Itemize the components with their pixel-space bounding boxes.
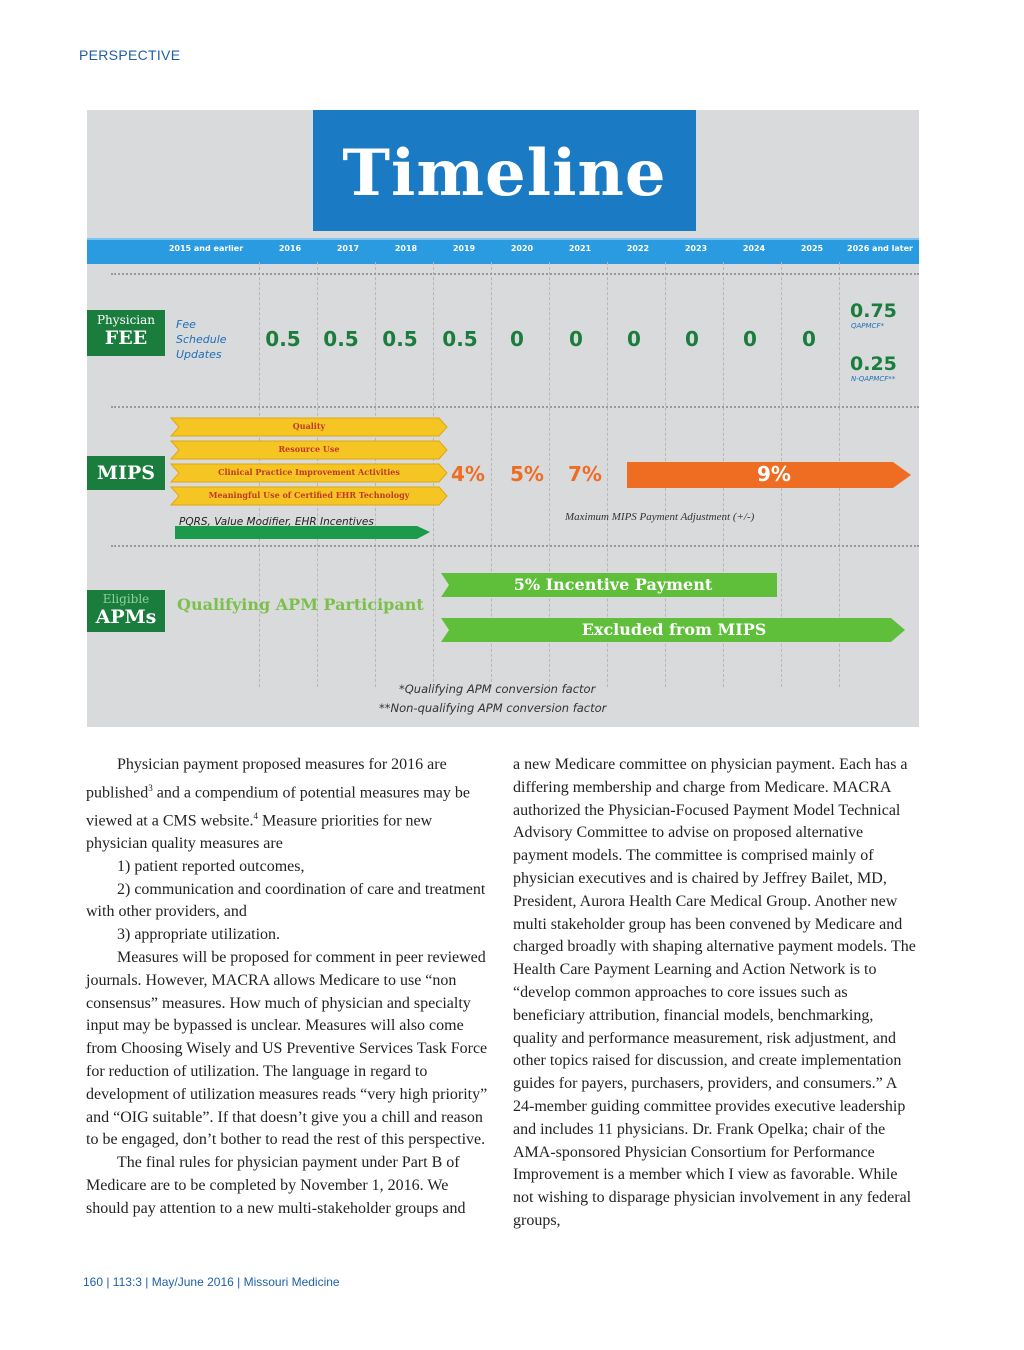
text-run: Physician payment proposed measures for 2016 are published — [86, 756, 447, 802]
footnote-ref: 4 — [253, 810, 259, 821]
fee-value: 0.5 — [442, 327, 478, 351]
year-label: 2018 — [394, 244, 418, 253]
legacy-programs-label: PQRS, Value Modifier, EHR Incentives — [179, 516, 374, 528]
mips-arrow-label — [171, 465, 447, 482]
fee-value: 0 — [510, 327, 524, 351]
mips-max-caption: Maximum MIPS Payment Adjustment (+/-) — [565, 511, 755, 523]
list-item: 2) communication and coordination of care and treatment with other providers, and — [86, 880, 486, 921]
section-label: PERSPECTIVE — [79, 47, 181, 63]
year-label: 2016 — [278, 244, 302, 253]
year-label: 2022 — [626, 244, 650, 253]
fee-value: 0.5 — [323, 327, 359, 351]
mips-percentage: 4% — [451, 462, 485, 486]
year-label: 2017 — [336, 244, 360, 253]
paragraph: Measures will be proposed for comment in peer reviewed journals. However, MACRA allows Medicare to use “non consensus” measures. How much of physician and specialty input may be bypassed is unclear. Measures will also come from Choosing Wisely and US Preventive Services Task Force for reduction of utilization. The language in regard to development of utilization measures reads “very high priority” and “OIG suitable”. If that doesn’t give you a chill and reason to be engaged, don’t bother to read the rest of this perspective. — [86, 949, 488, 1149]
timeline-figure — [87, 110, 919, 727]
list-item: 3) appropriate utilization. — [117, 926, 281, 944]
fee-last-note-1: QAPMCF* — [851, 322, 884, 330]
fee-value: 0.5 — [382, 327, 418, 351]
year-label: 2021 — [568, 244, 592, 253]
mips-percentage: 5% — [510, 462, 544, 486]
mips-arrow-text: Clinical Practice Improvement Activities — [218, 467, 400, 477]
fee-tag-big: FEE — [104, 327, 148, 349]
fee-description-line: Fee — [176, 318, 196, 331]
fee-value: 0 — [685, 327, 699, 351]
mips-arrow-text: Resource Use — [278, 444, 340, 454]
year-label: 2026 and later — [847, 244, 913, 253]
body-left-column — [86, 754, 491, 1221]
qualifying-apm-participant: Qualifying APM Participant — [177, 595, 424, 614]
apms-tag-small: Eligible — [102, 592, 150, 606]
year-label: 2019 — [452, 244, 476, 253]
fee-description-line: Updates — [176, 348, 222, 361]
year-label: 2025 — [800, 244, 824, 253]
mips-arrow-label — [171, 419, 447, 436]
fee-last-value-2: 0.25 — [850, 353, 897, 375]
mips-arrow-label — [171, 488, 447, 505]
apms-tag-big: APMs — [95, 606, 157, 628]
text-run: and a compendium of potential measures may be viewed at a CMS website. — [86, 784, 470, 830]
mips-tag — [87, 456, 165, 490]
footnote: *Qualifying APM conversion factor — [399, 682, 596, 696]
mips-arrow-text: Meaningful Use of Certified EHR Technology — [208, 490, 410, 500]
fee-tag-small: Physician — [96, 313, 156, 327]
paragraph: a new Medicare committee on physician payment. Each has a differing membership and charge from Medicare. MACRA authorized the Physician-Focused Payment Model Technical Advisory Committee to advise on proposed alternative payment models. The committee is comprised mainly of physician executives and is chaired by Jeffrey Bailet, MD, President, Aurora Health Care Medical Group. Another new multi stakeholder group has been convened by Medicare and charged broadly with shaping alternative payment models. The Health Care Payment Learning and Action Network is to “develop common approaches to core issues such as beneficiary attribution, financial models, benchmarking, quality and performance measurement, risk adjustment, and other topics raised for discussion, and create implementation guides for payers, purchasers, providers, and consumers.” A 24-member guiding committee provides executive leadership and includes 11 physicians. Dr. Frank Opelka; chair of the AMA-sponsored Physician Consortium for Performance Improvement is a member which I view as favorable. While not wishing to disparage physician involvement in any federal groups, — [513, 756, 916, 1229]
year-label: 2024 — [742, 244, 766, 253]
fee-last-note-2: N-QAPMCF** — [851, 375, 896, 383]
footnote-ref: 3 — [148, 782, 153, 793]
fee-description-line: Schedule — [176, 333, 227, 346]
incentive-payment-label: 5% Incentive Payment — [513, 575, 713, 594]
fee-last-value-1: 0.75 — [850, 300, 897, 322]
page-footer: 160 | 113:3 | May/June 2016 | Missouri Medicine — [83, 1275, 340, 1289]
fee-value: 0 — [802, 327, 816, 351]
year-label: 2023 — [684, 244, 708, 253]
fee-value: 0 — [569, 327, 583, 351]
paragraph: The final rules for physician payment under Part B of Medicare are to be completed by November 1, 2016. We should pay attention to a new multi-stakeholder groups and — [86, 1154, 466, 1217]
year-label: 2015 and earlier — [168, 244, 244, 253]
paragraph — [86, 754, 491, 856]
mips-arrow-text: Quality — [292, 421, 326, 431]
list-item: 1) patient reported outcomes, — [117, 857, 305, 875]
body-right-column — [513, 754, 919, 1233]
apms-tag — [87, 590, 165, 632]
mips-percentage: 7% — [568, 462, 602, 486]
fee-value: 0 — [627, 327, 641, 351]
fee-value: 0.5 — [265, 327, 301, 351]
timeline-title: Timeline — [342, 136, 667, 211]
excluded-from-mips-label: Excluded from MIPS — [581, 620, 767, 639]
mips-arrow-label — [171, 442, 447, 459]
fee-value: 0 — [743, 327, 757, 351]
footnote: **Non-qualifying APM conversion factor — [379, 701, 607, 715]
text-run: Measure priorities for new physician quality measures are — [86, 812, 433, 853]
mips-tag-label: MIPS — [97, 462, 155, 484]
year-label: 2020 — [510, 244, 534, 253]
mips-max-percentage: 9% — [757, 462, 791, 486]
